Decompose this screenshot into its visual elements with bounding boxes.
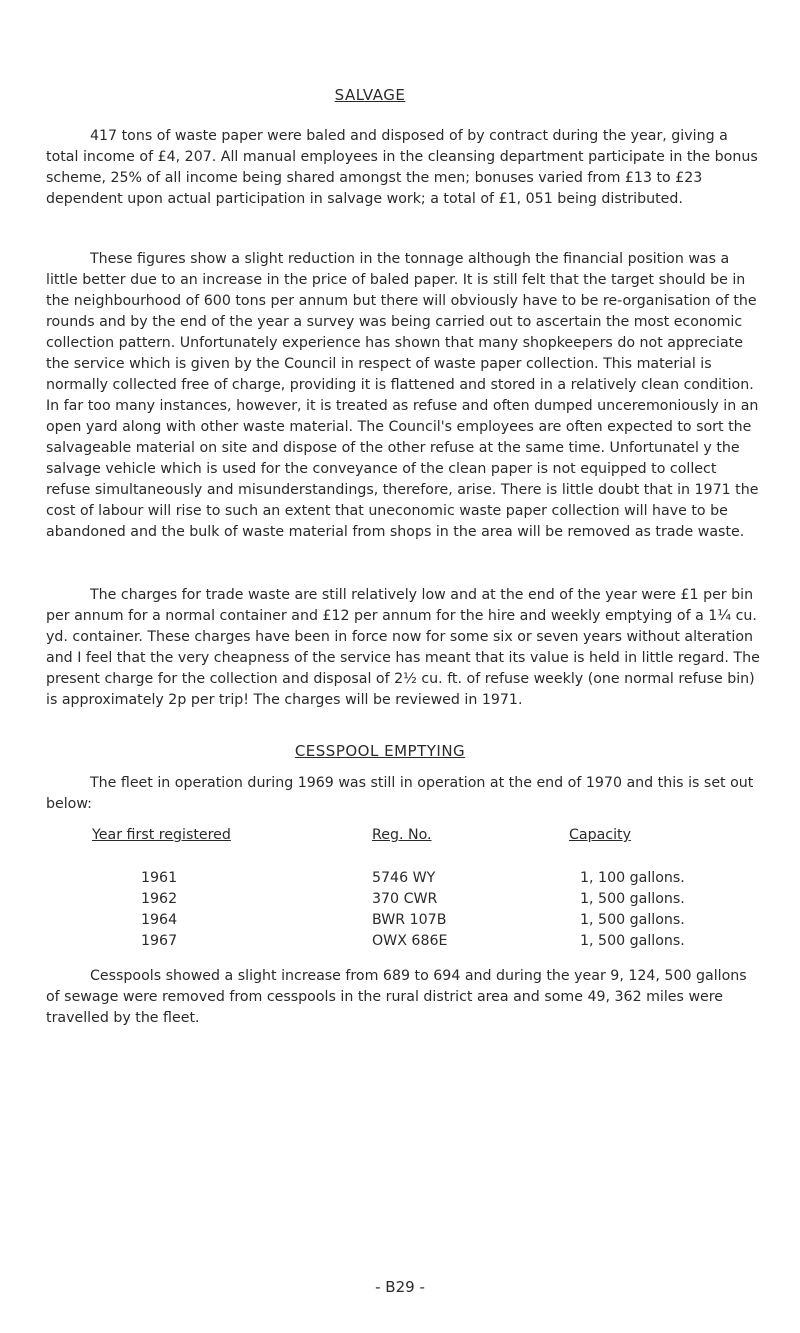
row-capacity: 1, 500 gallons. [580, 912, 685, 928]
row-year: 1964 [141, 912, 178, 928]
row-capacity: 1, 500 gallons. [580, 933, 685, 949]
row-capacity: 1, 500 gallons. [580, 891, 685, 907]
salvage-paragraph-2: These figures show a slight reduction in the tonnage although the financial position was a little better due to an increase in the price of baled paper. It is still felt that the target should be in the neighbourhood of 600 tons per annum but there will obviously have to be re-organisation of the rounds and by the end of the year a survey was being carried out to ascertain the most economic collection pattern. Unfortunately experience has shown that many shopkeepers do not appreciate the service which is given by the Council in respect of waste paper collection. This material is normally collected free of charge, providing it is flattened and stored in a relatively clean condition. In far too many instances, however, it is treated as refuse and often dumped unceremoniously in an open yard along with other waste material. The Council's employees are often expected to sort the salvageable material on site and dispose of the other refuse at the same time. Unfortunatel y the salvage vehicle which is used for the conveyance of the clean paper is not equipped to collect refuse simultaneously and misunderstandings, therefore, arise. There is little doubt that in 1971 the cost of labour will rise to such an extent that uneconomic waste paper collection will have to be abandoned and the bulk of waste material from shops in the area will be removed as trade waste. [46, 251, 759, 540]
page-number: - B29 - [375, 1278, 425, 1296]
row-year: 1967 [141, 933, 178, 949]
salvage-paragraph-1: 417 tons of waste paper were baled and disposed of by contract during the year, giving a total income of £4, 207. All manual employees in the cleansing department participate in the bonus scheme, 25% of all income being shared amongst the men; bonuses varied from £13 to £23 dependent upon actual participation in salvage work; a total of £1, 051 being distributed. [46, 128, 758, 207]
cesspool-intro: The fleet in operation during 1969 was still in operation at the end of 1970 and this is set out below: [46, 775, 754, 812]
column-reg-no: Reg. No. [372, 827, 432, 843]
salvage-heading: SALVAGE [334, 86, 406, 104]
row-capacity: 1, 100 gallons. [580, 870, 685, 886]
row-reg-no: 5746 WY [372, 870, 436, 886]
cesspool-heading: CESSPOOL EMPTYING [294, 742, 466, 760]
row-reg-no: BWR 107B [372, 912, 447, 928]
column-capacity: Capacity [569, 827, 632, 843]
row-year: 1961 [141, 870, 178, 886]
row-reg-no: 370 CWR [372, 891, 438, 907]
cesspool-closing: Cesspools showed a slight increase from 689 to 694 and during the year 9, 124, 500 gallons of sewage were removed from cesspools in the rural district area and some 49, 362 miles were travelled by the fleet. [46, 968, 747, 1026]
column-year-registered: Year first registered [92, 827, 231, 843]
row-year: 1962 [141, 891, 178, 907]
row-reg-no: OWX 686E [372, 933, 448, 949]
salvage-paragraph-3: The charges for trade waste are still relatively low and at the end of the year were £1 per bin per annum for a normal container and £12 per annum for the hire and weekly emptying of a 1¼ cu. yd. container. These charges have been in force now for some six or seven years without alteration and I feel that the very cheapness of the service has meant that its value is held in little regard. The present charge for the collection and disposal of 2½ cu. ft. of refuse weekly (one normal refuse bin) is approximately 2p per trip! The charges will be reviewed in 1971. [46, 587, 760, 708]
